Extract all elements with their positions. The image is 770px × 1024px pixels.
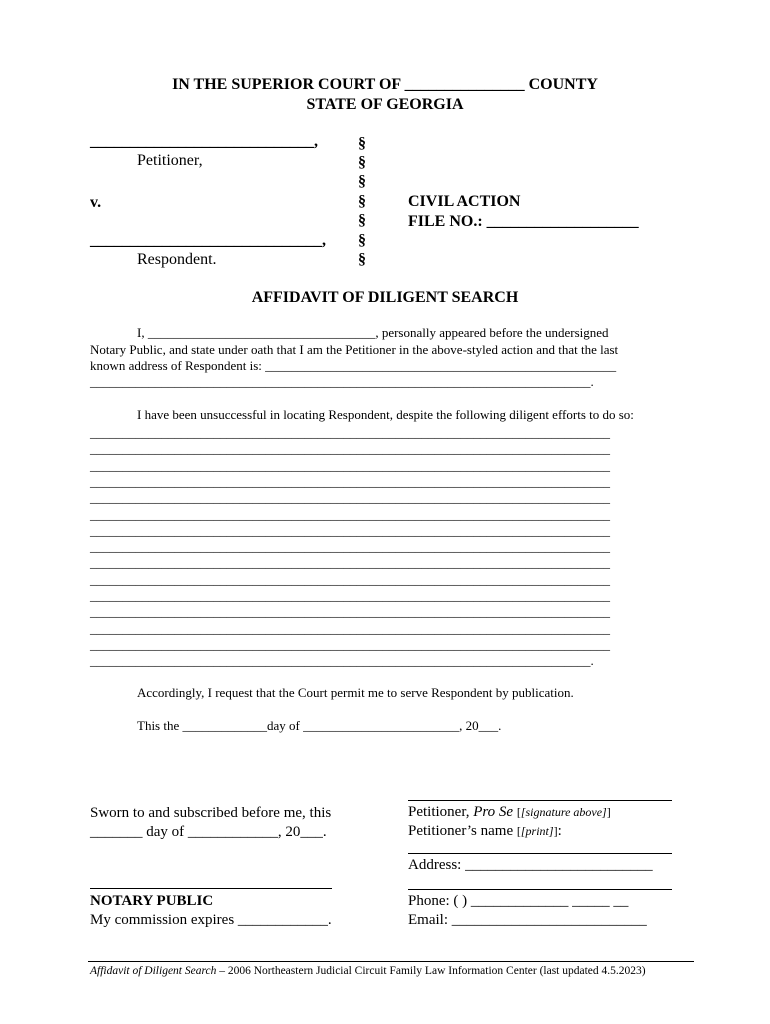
petitioner-signature-line[interactable] — [408, 800, 672, 801]
diligent-effort-line[interactable]: ________________________________________________________________________________ — [90, 539, 610, 555]
diligent-efforts-intro: I have been unsuccessful in locating Respondent, despite the following diligent efforts to do so: — [137, 407, 634, 422]
petitioner-name-label — [408, 823, 562, 840]
section-mark: § — [358, 251, 366, 268]
diligent-efforts-last-line[interactable]: _____________________________________________________________________________. — [90, 653, 594, 668]
address-field[interactable]: Address: _________________________ — [408, 857, 653, 873]
diligent-effort-line[interactable]: ________________________________________________________________________________ — [90, 425, 610, 440]
notary-signature-line[interactable] — [90, 888, 332, 889]
email-field[interactable]: Email: __________________________ — [408, 912, 647, 928]
address-line-2[interactable] — [408, 889, 672, 890]
signature-above-text: [signature above] — [520, 805, 607, 819]
section-mark: § — [358, 135, 366, 152]
petitioner-pro-se-label — [408, 804, 611, 821]
print-tag: [[print]] — [516, 824, 558, 838]
name-colon: : — [557, 823, 562, 839]
diligent-effort-line[interactable]: ________________________________________________________________________________ — [90, 604, 610, 620]
diligent-effort-line[interactable]: ________________________________________________________________________________ — [90, 588, 610, 603]
petitioner-blank[interactable]: ____________________________, — [90, 133, 318, 150]
diligent-effort-line[interactable]: ________________________________________________________________________________ — [90, 506, 610, 522]
diligent-effort-line[interactable]: ________________________________________________________________________________ — [90, 555, 610, 571]
civil-action-label: CIVIL ACTION — [408, 193, 521, 210]
diligent-effort-line[interactable]: ________________________________________________________________________________ — [90, 457, 610, 473]
footer-form-title: Affidavit of Diligent Search — [90, 965, 217, 977]
file-number-field[interactable]: FILE NO.: ___________________ — [408, 213, 639, 230]
footer-rule — [88, 961, 694, 962]
petitioner-name-line[interactable] — [408, 853, 672, 854]
court-heading-line1: IN THE SUPERIOR COURT OF _______________ COUNTY — [172, 76, 598, 93]
notary-public-label: NOTARY PUBLIC — [90, 893, 214, 909]
pro-se-text: Pro Se — [473, 804, 514, 820]
respondent-blank[interactable]: _____________________________, — [90, 232, 326, 249]
sworn-statement: Sworn to and subscribed before me, this — [90, 805, 332, 821]
versus-label: v. — [90, 194, 102, 211]
diligent-effort-line[interactable]: ________________________________________________________________________________ — [90, 522, 610, 538]
phone-field[interactable]: Phone: ( ) _____________ _____ __ — [408, 893, 629, 909]
footer — [90, 965, 646, 977]
date-line[interactable]: This the _____________day of ________________________, 20___. — [137, 718, 502, 733]
para1-line2: Notary Public, and state under oath that I am the Petitioner in the above-styled action and that the last — [90, 342, 619, 357]
court-heading — [0, 76, 770, 114]
respondent-address-line-2[interactable]: _____________________________________________________________________________. — [90, 374, 594, 389]
diligent-effort-line[interactable]: ________________________________________________________________________________ — [90, 620, 610, 636]
signature-tag: [[signature above]] — [516, 805, 611, 819]
publication-request: Accordingly, I request that the Court permit me to serve Respondent by publication. — [137, 685, 574, 700]
section-mark: § — [358, 154, 366, 171]
court-heading-line2: STATE OF GEORGIA — [306, 96, 464, 113]
respondent-address-line[interactable]: known address of Respondent is: ______________________________________________________ — [90, 358, 617, 373]
diligent-effort-line[interactable]: ________________________________________________________________________________ — [90, 441, 610, 457]
affiant-name-line[interactable]: I, ___________________________________, personally appeared before the undersigned — [137, 325, 609, 340]
diligent-effort-line[interactable]: ________________________________________________________________________________ — [90, 473, 610, 489]
petitioner-label-text: Petitioner, — [408, 804, 474, 820]
footer-text: – 2006 Northeastern Judicial Circuit Family Law Information Center (last updated 4.5.2023) — [216, 965, 646, 977]
petitioner-name-text: Petitioner’s name — [408, 823, 517, 839]
section-mark: § — [358, 212, 366, 229]
diligent-effort-line[interactable]: ________________________________________________________________________________ — [90, 571, 610, 587]
sworn-date-line[interactable]: _______ day of ____________, 20___. — [90, 824, 327, 840]
document-title: AFFIDAVIT OF DILIGENT SEARCH — [251, 289, 519, 306]
section-mark: § — [358, 173, 366, 190]
section-mark: § — [358, 193, 366, 210]
print-text: [print] — [520, 824, 554, 838]
petitioner-label: Petitioner, — [137, 152, 203, 169]
diligent-effort-line[interactable]: ________________________________________________________________________________ — [90, 490, 610, 506]
commission-expires-line[interactable]: My commission expires ____________. — [90, 912, 332, 928]
section-mark: § — [358, 232, 366, 249]
respondent-label: Respondent. — [137, 251, 217, 268]
diligent-effort-line[interactable]: ________________________________________________________________________________ — [90, 636, 610, 652]
